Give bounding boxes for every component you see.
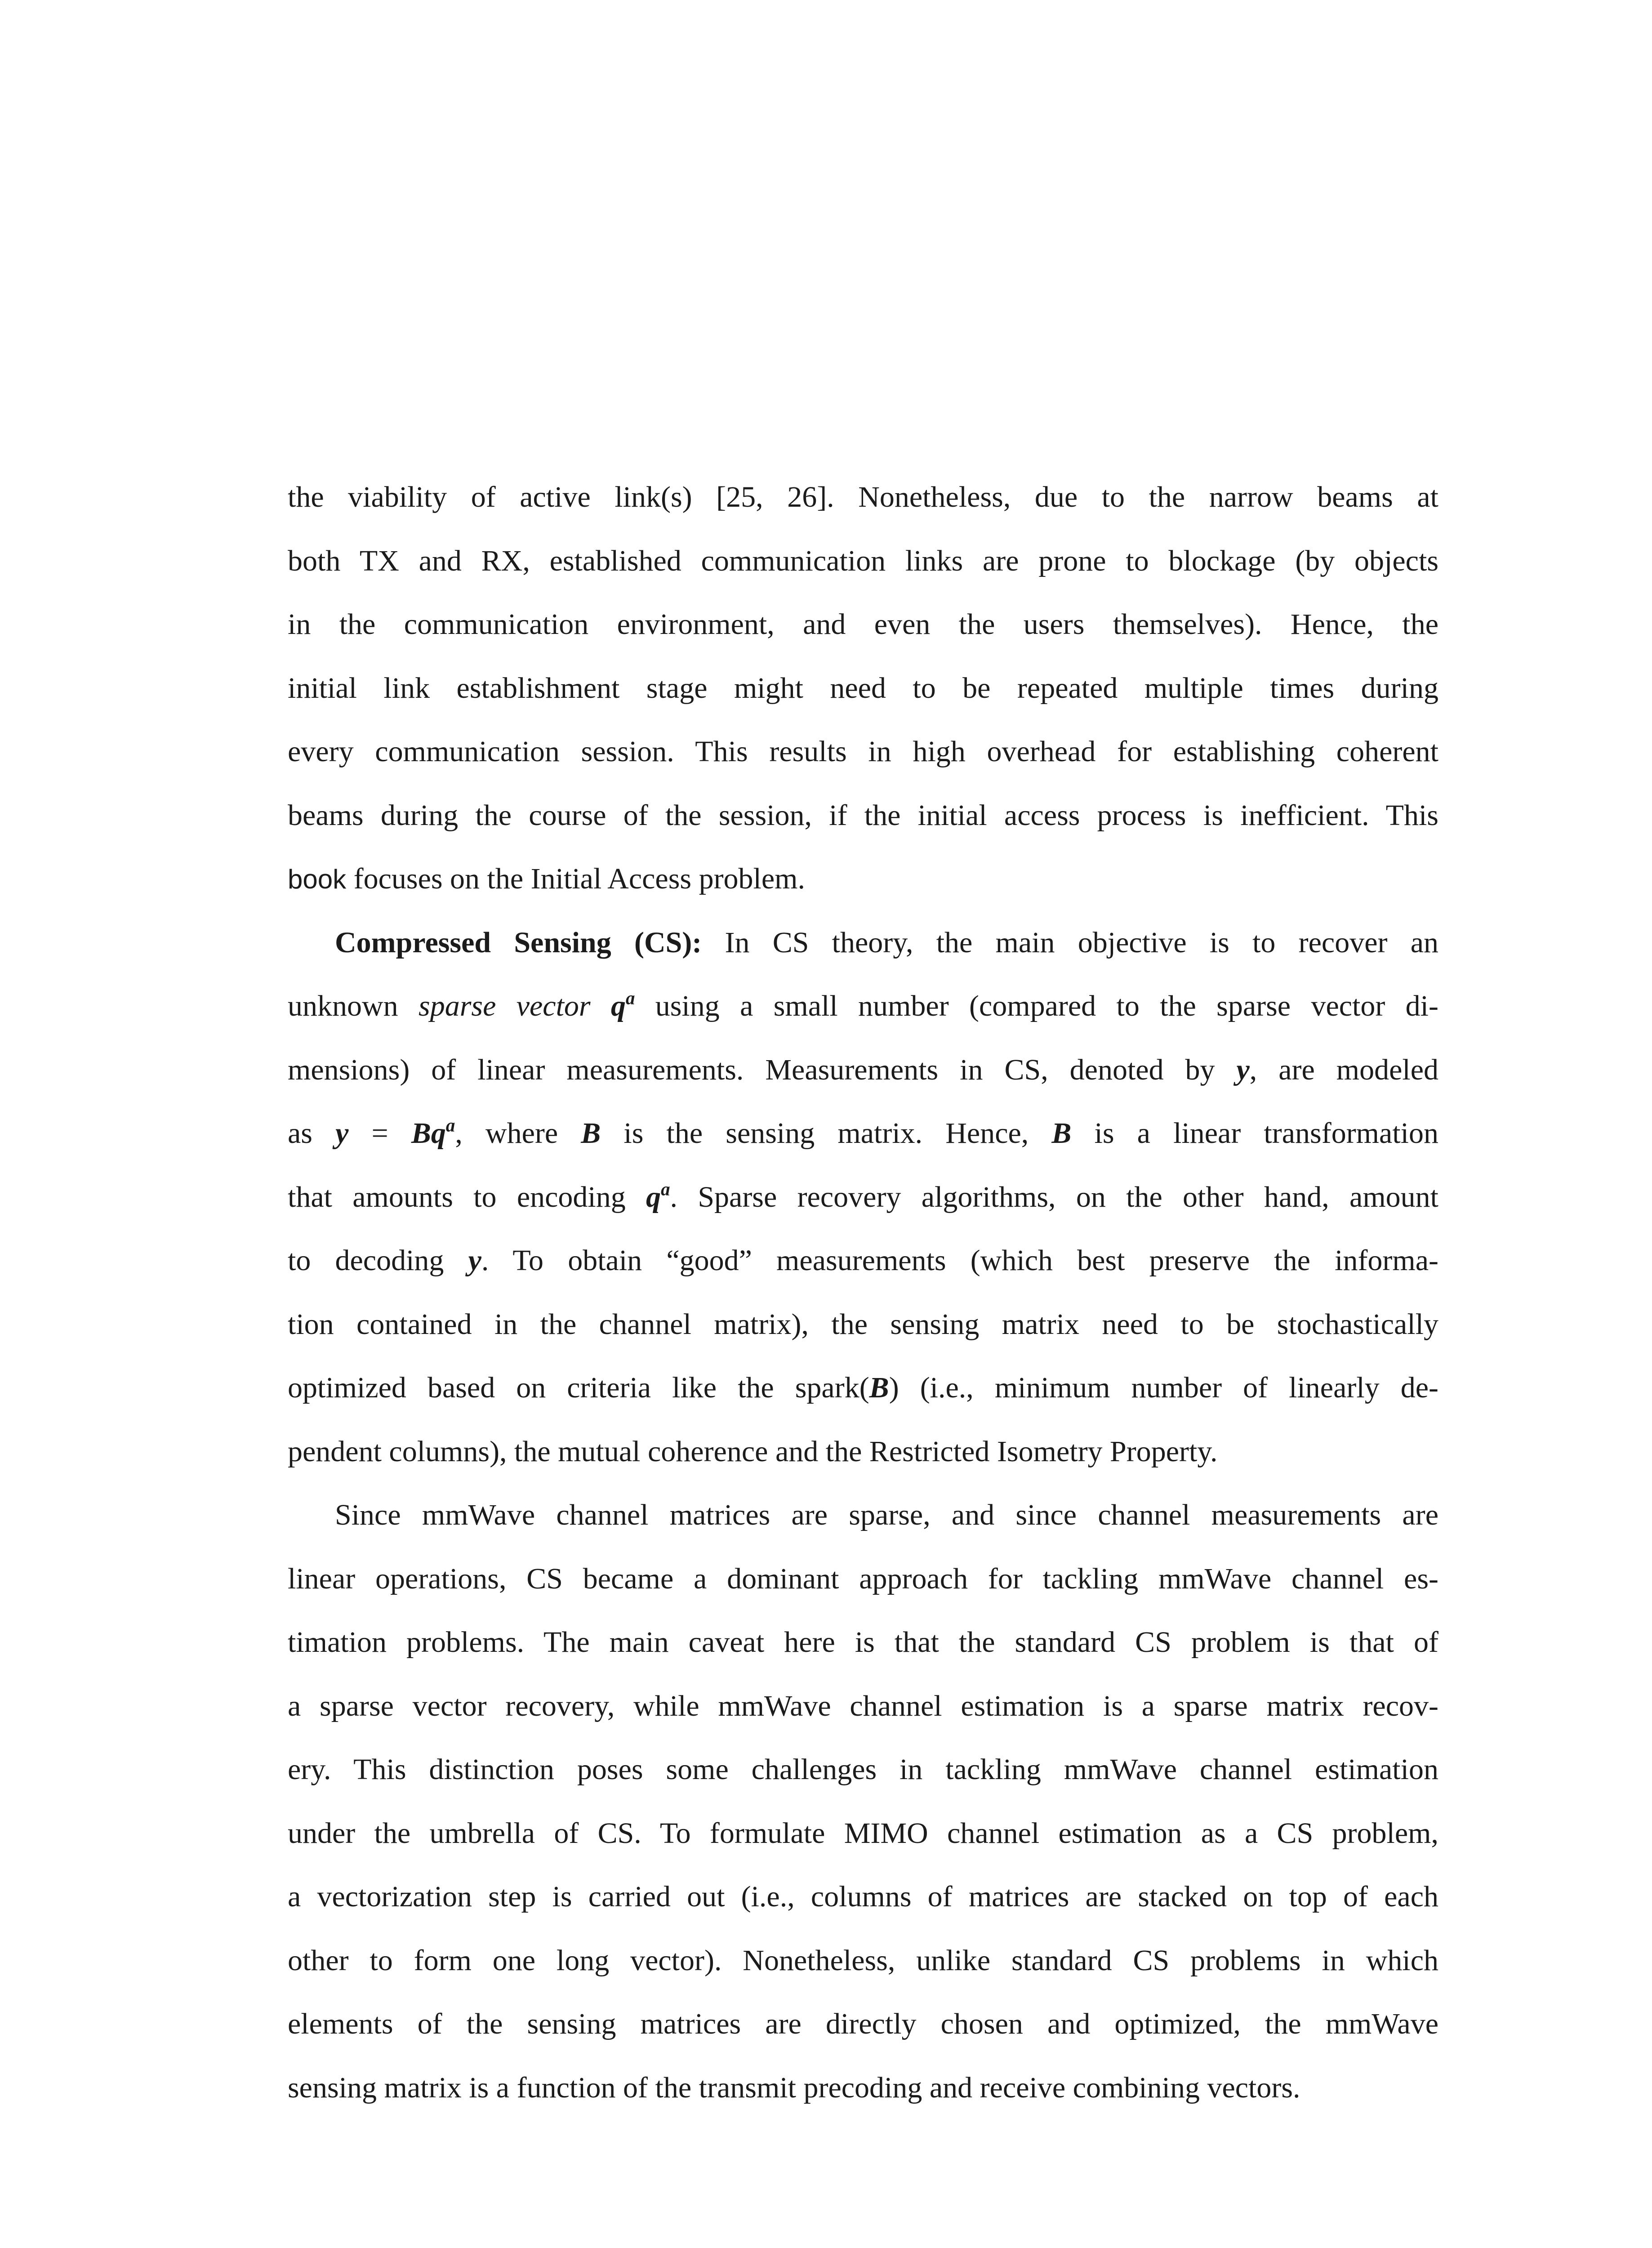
paragraph-heading: Compressed Sensing (CS): [335, 926, 702, 959]
text-run: , where [455, 1117, 581, 1150]
text-line [288, 1102, 1438, 1165]
text-run: optimized based on criteria like the spark( [288, 1371, 869, 1404]
text-line: timation problems. The main caveat here is that the standard CS problem is that of [288, 1626, 1438, 1659]
text-line: Since mmWave channel matrices are sparse, and since channel measurements are [335, 1499, 1438, 1531]
math-operator: = [348, 1117, 411, 1150]
text-line-last: pendent columns), the mutual coherence and the Restricted Isometry Property. [288, 1435, 1218, 1468]
text-run: as [288, 1117, 336, 1150]
text-run: using a small number (compared to the sparse vector di- [635, 990, 1438, 1022]
text-run: that amounts to encoding [288, 1180, 646, 1213]
math-symbol: y [468, 1244, 481, 1277]
text-run: mensions) of linear measurements. Measurements in CS, denoted by [288, 1053, 1237, 1086]
text-run: , are modeled [1249, 1053, 1438, 1086]
text-line: tion contained in the channel matrix), the sensing matrix need to be stochastically [288, 1307, 1438, 1341]
paragraph-2 [288, 911, 1438, 1484]
math-symbol: B [581, 1117, 601, 1150]
text-run: is a linear transformation [1071, 1117, 1438, 1150]
math-symbol: y [1236, 1053, 1250, 1086]
text-line: ery. This distinction poses some challenges in tackling mmWave channel estimation [288, 1753, 1438, 1786]
text-line: other to form one long vector). Nonetheless, unlike standard CS problems in which [288, 1944, 1438, 1977]
math-symbol: Bq [411, 1117, 446, 1150]
text-run: to decoding [288, 1244, 468, 1277]
text-run: unknown [288, 990, 419, 1022]
math-symbol: q [610, 990, 626, 1022]
italic-term: sparse vector [419, 990, 591, 1022]
text-line [288, 1229, 1438, 1293]
text-run: is the sensing matrix. Hence, [601, 1117, 1052, 1150]
math-symbol: y [335, 1117, 349, 1150]
text-line: linear operations, CS became a dominant approach for tackling mmWave channel es- [288, 1562, 1438, 1595]
math-symbol: q [646, 1180, 661, 1213]
paragraph-3 [288, 1483, 1438, 2119]
text-line: under the umbrella of CS. To formulate MIMO channel estimation as a CS problem, [288, 1816, 1438, 1850]
text-line: elements of the sensing matrices are directly chosen and optimized, the mmWave [288, 2007, 1438, 2040]
text-line: every communication session. This results in high overhead for establishing coherent [288, 735, 1438, 768]
book-word: book [288, 864, 347, 894]
math-symbol: B [1051, 1117, 1072, 1150]
text-run: ) (i.e., minimum number of linearly de- [889, 1371, 1438, 1404]
text-line-last [288, 847, 1438, 911]
text-line [288, 1038, 1438, 1102]
text-run: focuses on the Initial Access problem. [346, 862, 806, 895]
text-line: in the communication environment, and even the users themselves). Hence, the [288, 608, 1438, 641]
text-line: the viability of active link(s) [25, 26]. Nonetheless, due to the narrow beams at [288, 481, 1438, 513]
math-superscript: a [445, 1115, 455, 1136]
text-line: beams during the course of the session, if the initial access process is inefficient. This [288, 798, 1438, 832]
text-line [288, 1356, 1438, 1420]
body-text [288, 465, 1438, 2119]
text-line [288, 911, 1438, 975]
text-run: In CS theory, the main objective is to recover an [702, 926, 1438, 959]
text-run: . Sparse recovery algorithms, on the other hand, amount [670, 1180, 1438, 1213]
text-line: a sparse vector recovery, while mmWave channel estimation is a sparse matrix recov- [288, 1689, 1438, 1722]
text-line [288, 1165, 1438, 1229]
paragraph-1 [288, 465, 1438, 911]
text-line [288, 974, 1438, 1038]
text-line: a vectorization step is carried out (i.e., columns of matrices are stacked on top of each [288, 1880, 1438, 1913]
text-line: both TX and RX, established communication links are prone to blockage (by objects [288, 544, 1438, 577]
text-line: initial link establishment stage might need to be repeated multiple times during [288, 671, 1438, 705]
math-symbol: B [869, 1371, 889, 1404]
math-superscript: a [661, 1179, 670, 1200]
text-line-last: sensing matrix is a function of the transmit precoding and receive combining vectors. [288, 2071, 1300, 2104]
text-run: . To obtain “good” measurements (which best preserve the informa- [481, 1244, 1439, 1277]
math-superscript: a [625, 988, 635, 1008]
